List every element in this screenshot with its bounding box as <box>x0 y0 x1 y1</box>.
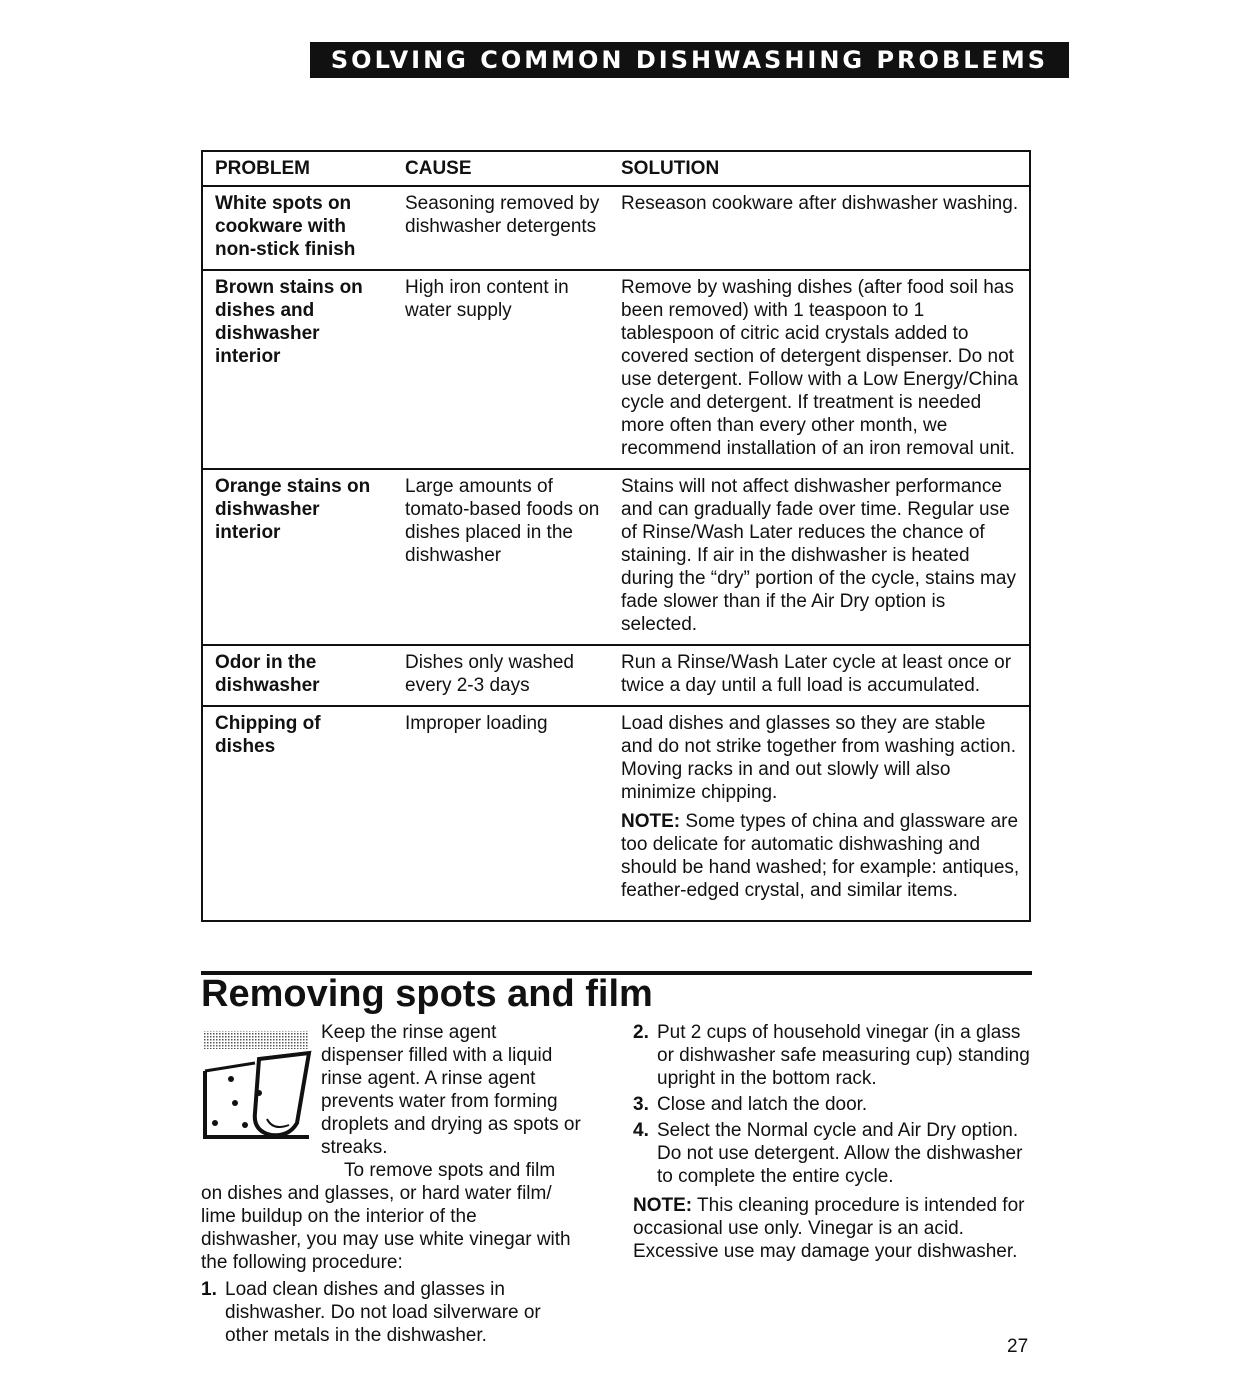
right-column <box>633 1021 1033 1263</box>
list-item <box>201 1278 581 1347</box>
note-label: NOTE: <box>621 811 681 832</box>
solution-note <box>621 810 1021 902</box>
step-number: 4. <box>633 1120 649 1141</box>
left-column <box>201 1021 581 1350</box>
solution-text: Load dishes and glasses so they are stable and do not strike together from washing action. Moving racks in and out slowly will also minimize chipping. <box>621 713 1017 803</box>
problem-cell: Brown stains on dishes and dishwasher interior <box>202 270 393 469</box>
section-title: Removing spots and film <box>201 973 653 1015</box>
header-problem: PROBLEM <box>202 151 393 186</box>
step-number: 1. <box>201 1279 217 1300</box>
problem-cell: Orange stains on dishwasher interior <box>202 469 393 645</box>
problem-cell: Odor in the dishwasher <box>202 645 393 706</box>
note-label: NOTE: <box>633 1195 693 1216</box>
intro-paragraph <box>201 1021 581 1159</box>
table-header-row <box>202 151 1030 186</box>
table-row <box>202 186 1030 270</box>
note-text: This cleaning procedure is intended for occasional use only. Vinegar is an acid. Excessive use may damage your dishwasher. <box>633 1195 1025 1262</box>
solution-cell: Stains will not affect dishwasher performance and can gradually fade over time. Regular use of Rinse/Wash Later reduces the chance of staining. If air in the dishwasher is heated during the “dry” portion of the cycle, stains may fade slower than if the Air Dry option is selected. <box>609 469 1030 645</box>
steps-list-left <box>201 1278 581 1347</box>
cause-cell: Seasoning removed by dishwasher detergents <box>393 186 609 270</box>
header-solution: SOLUTION <box>609 151 1030 186</box>
table-row <box>202 706 1030 921</box>
step-text: Load clean dishes and glasses in dishwasher. Do not load silverware or other metals in the dishwasher. <box>225 1279 541 1346</box>
section-banner: SOLVING COMMON DISHWASHING PROBLEMS <box>310 42 1069 78</box>
list-item <box>633 1119 1033 1188</box>
cause-cell: High iron content in water supply <box>393 270 609 469</box>
troubleshooting-table <box>201 150 1031 922</box>
solution-cell: Run a Rinse/Wash Later cycle at least once or twice a day until a full load is accumulated. <box>609 645 1030 706</box>
problem-cell: Chipping of dishes <box>215 713 321 757</box>
step-number: 2. <box>633 1022 649 1043</box>
cause-cell: Large amounts of tomato-based foods on dishes placed in the dishwasher <box>393 469 609 645</box>
table-row <box>202 469 1030 645</box>
intro-paragraph-2: To remove spots and film on dishes and glasses, or hard water film/ lime buildup on the interior of the dishwasher, you may use white vinegar with the following procedure: <box>201 1160 571 1273</box>
step-text: Put 2 cups of household vinegar (in a glass or dishwasher safe measuring cup) standing upright in the bottom rack. <box>657 1022 1030 1089</box>
cleaning-note <box>633 1194 1033 1263</box>
table-row <box>202 270 1030 469</box>
list-item <box>633 1093 1033 1116</box>
cause-cell: Dishes only washed every 2-3 days <box>393 645 609 706</box>
solution-cell: Remove by washing dishes (after food soil has been removed) with 1 teaspoon to 1 tablespoon of citric acid crystals added to covered section of detergent dispenser. Do not use detergent. Follow with a Low Energy/China cycle and detergent. If treatment is needed more often than every other month, we recommend installation of an iron removal unit. <box>609 270 1030 469</box>
page-number: 27 <box>1007 1336 1029 1357</box>
intro-text-1: Keep the rinse agent dispenser filled with a liquid rinse agent. A rinse agent prevents water from forming droplets and drying as spots or streaks. <box>321 1022 581 1158</box>
list-item <box>633 1021 1033 1090</box>
header-cause: CAUSE <box>393 151 609 186</box>
step-text: Select the Normal cycle and Air Dry option. Do not use detergent. Allow the dishwasher to complete the entire cycle. <box>657 1120 1023 1187</box>
solution-cell: Reseason cookware after dishwasher washing. <box>609 186 1030 270</box>
step-text: Close and latch the door. <box>657 1094 868 1115</box>
cause-cell: Improper loading <box>405 713 548 734</box>
rinse-agent-glass-icon <box>201 1027 313 1139</box>
solution-cell <box>609 706 1030 921</box>
steps-list-right <box>633 1021 1033 1188</box>
problem-cell: White spots on cookware with non-stick finish <box>202 186 393 270</box>
step-number: 3. <box>633 1094 649 1115</box>
table-row <box>202 645 1030 706</box>
note-text: Some types of china and glassware are too delicate for automatic dishwashing and should be hand washed; for example: antiques, feather-edged crystal, and similar items. <box>621 811 1020 901</box>
